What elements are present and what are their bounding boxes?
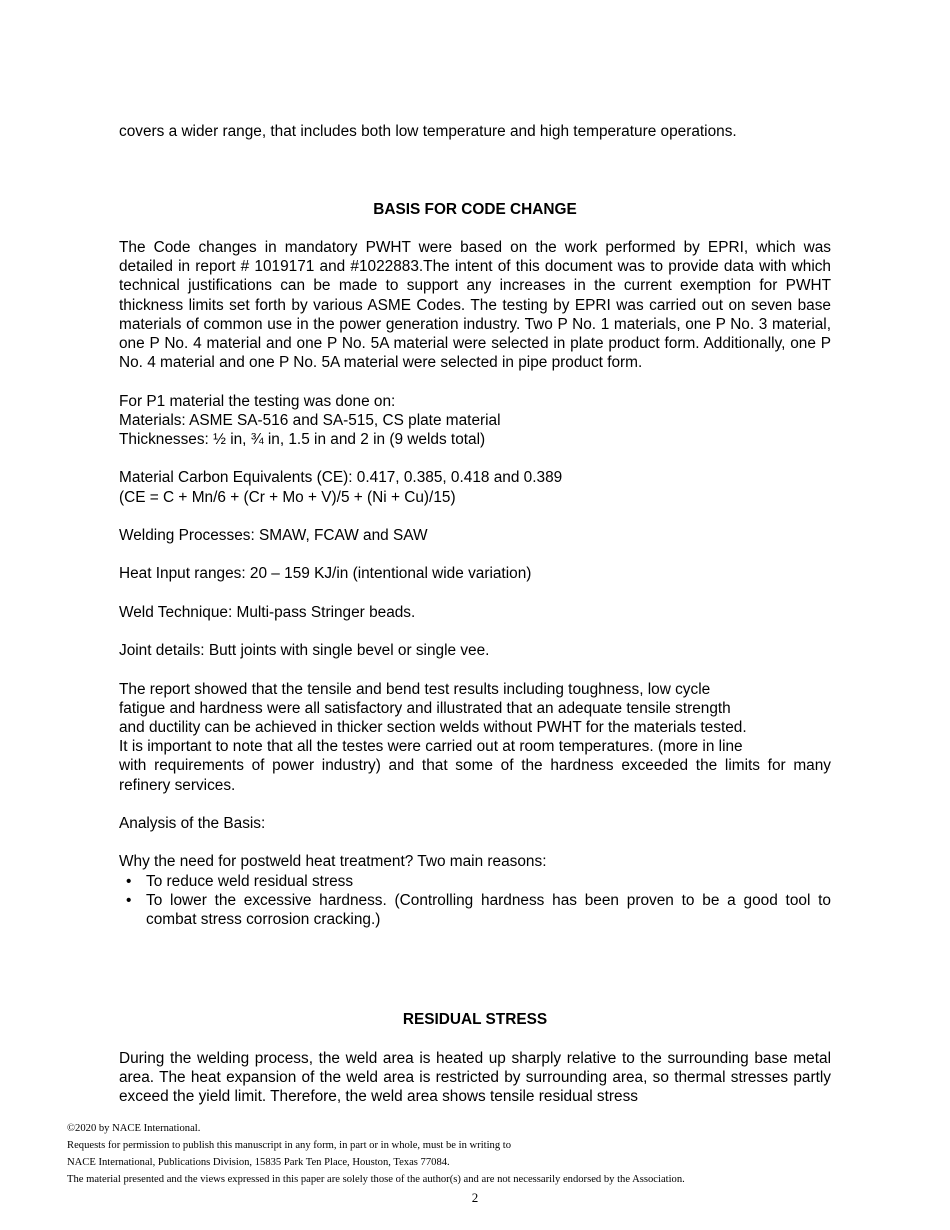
carbon-equivalents-line: Material Carbon Equivalents (CE): 0.417, 0.385, 0.418 and 0.389 — [119, 469, 563, 487]
section-heading-basis: BASIS FOR CODE CHANGE — [373, 201, 577, 218]
report-tail: with requirements of power industry) and that some of the hardness exceeded the limits for many refinery services. — [119, 757, 831, 794]
basis-section-body — [119, 238, 831, 929]
report-line: fatigue and hardness were all satisfactory and illustrated that an adequate tensile strength — [119, 699, 731, 717]
ce-formula-line: (CE = C + Mn/6 + (Cr + Mo + V)/5 + (Ni + Cu)/15) — [119, 488, 456, 506]
bullet-icon: • — [126, 891, 132, 909]
list-item — [119, 872, 831, 891]
bullet-icon: • — [126, 872, 132, 890]
reasons-list — [119, 872, 831, 930]
analysis-label: Analysis of the Basis: — [119, 814, 266, 832]
page-number: 2 — [471, 1190, 479, 1205]
reason-text: To reduce weld residual stress — [146, 872, 354, 890]
footer-copyright: ©2020 by NACE International. — [67, 1123, 201, 1134]
thicknesses-line: Thicknesses: ½ in, ¾ in, 1.5 in and 2 in (9 welds total) — [119, 431, 486, 449]
heat-input-line: Heat Input ranges: 20 – 159 KJ/in (intentional wide variation) — [119, 565, 532, 583]
footer-disclaimer: The material presented and the views expressed in this paper are solely those of the author(s) and are not necessarily endorsed by the Association. — [67, 1174, 685, 1185]
materials-line: Materials: ASME SA-516 and SA-515, CS plate material — [119, 411, 501, 429]
footer-permission: Requests for permission to publish this manuscript in any form, in part or in whole, must be in writing to — [67, 1140, 512, 1151]
report-paragraph — [119, 680, 831, 795]
basis-paragraph: The Code changes in mandatory PWHT were based on the work performed by EPRI, which was detailed in report # 1019171 and #1022883.The intent of this document was to provide data with which technical justifications can be made to support any increases in the current exemption for PWHT thickness limits set forth by various ASME Codes. The testing by EPRI was carried out on seven base materials of common use in the power generation industry. Two P No. 1 materials, one P No. 3 material, one P No. 4 material and one P No. 5A material were selected in plate product form. Additionally, one P No. 4 material and one P No. 5A material were selected in pipe product form. — [119, 239, 831, 372]
weld-technique-line: Weld Technique: Multi-pass Stringer beads. — [119, 603, 416, 621]
report-line: The report showed that the tensile and bend test results including toughness, low cycle — [119, 680, 711, 698]
why-pwht-line: Why the need for postweld heat treatment? Two main reasons: — [119, 853, 547, 871]
welding-processes-line: Welding Processes: SMAW, FCAW and SAW — [119, 527, 428, 544]
intro-text: covers a wider range, that includes both low temperature and high temperature operations. — [119, 123, 737, 140]
residual-paragraph: During the welding process, the weld area is heated up sharply relative to the surrounding base metal area. The heat expansion of the weld area is restricted by surrounding area, so thermal stresses partly exceed the yield limit. Therefore, the weld area shows tensile residual stress — [119, 1050, 831, 1106]
footer-address: NACE International, Publications Division, 15835 Park Ten Place, Houston, Texas 77084. — [67, 1157, 450, 1168]
section-heading-residual-stress: RESIDUAL STRESS — [402, 1011, 548, 1028]
joint-details-line: Joint details: Butt joints with single bevel or single vee. — [119, 642, 490, 660]
p1-testing-intro: For P1 material the testing was done on: — [119, 392, 396, 410]
residual-section-body — [119, 1049, 831, 1107]
report-line: and ductility can be achieved in thicker section welds without PWHT for the materials tested. — [119, 718, 747, 736]
report-line: It is important to note that all the testes were carried out at room temperatures. (more in line — [119, 738, 743, 756]
list-item — [119, 891, 831, 929]
page-footer — [67, 1120, 887, 1188]
reason-text: To lower the excessive hardness. (Controlling hardness has been proven to be a good tool to combat stress corrosion cracking.) — [146, 891, 831, 928]
